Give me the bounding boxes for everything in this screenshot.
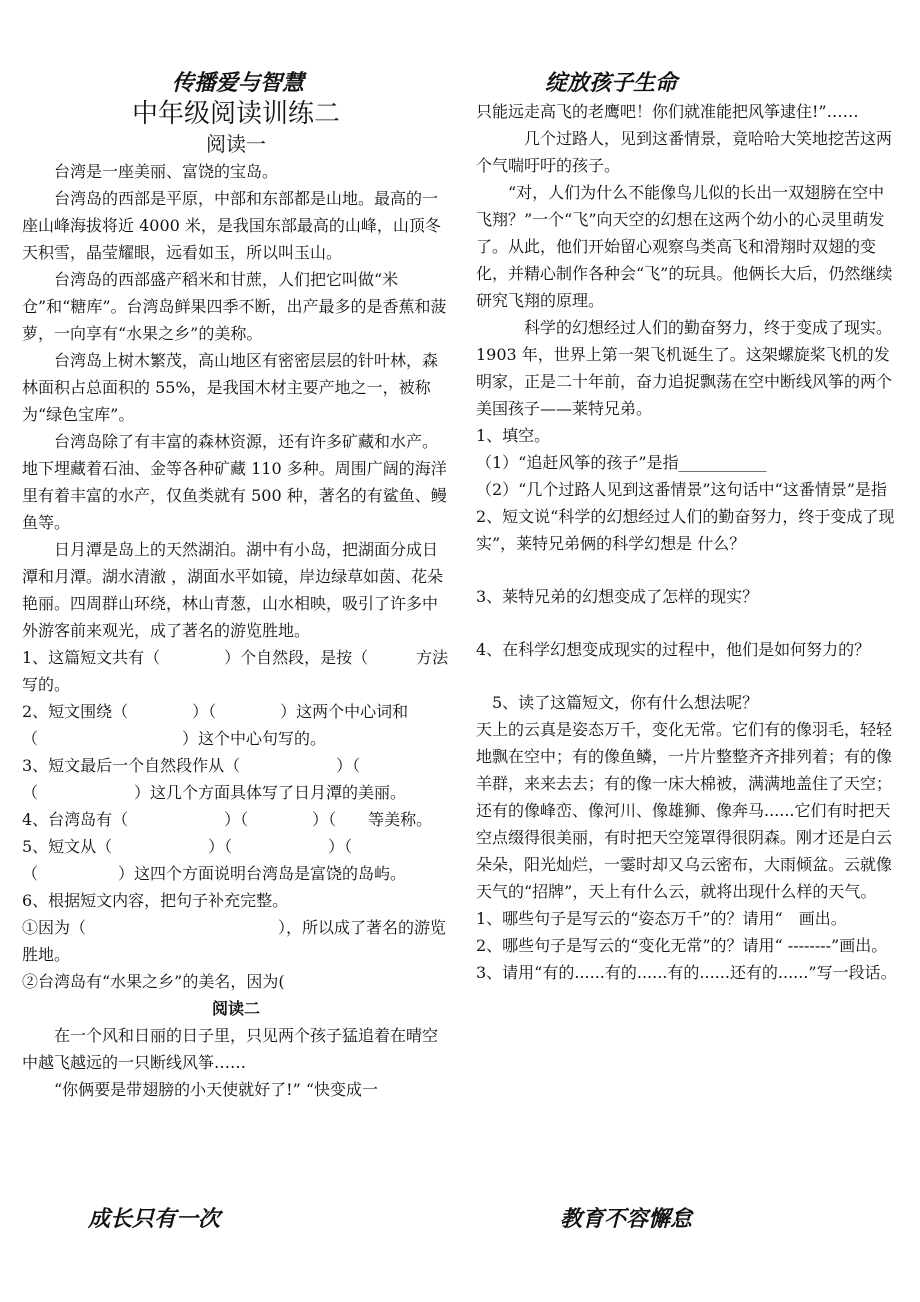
question-item: （1）“追赶风筝的孩子”是指___________ [476, 453, 767, 472]
passage1-paragraph: 台湾是一座美丽、富饶的宝岛。 [54, 162, 279, 181]
question-item: 1、填空。 [476, 426, 551, 445]
passage3-paragraph: 天上的云真是姿态万千，变化无常。它们有的像羽毛，轻轻地飘在空中；有的像鱼鳞，一片片整整齐齐排列着；有的像羊群，来来去去；有的像一床大棉被，满满地盖住了天空；还有的像峰峦、像河川、像雄狮、像奔马......它们有时把天空点缀得很美丽，有时把天空笼罩得很阴森。刚才还是白云朵朵，阳光灿烂，一霎时却又乌云密布，大雨倾盆。云就像天气的“招牌”，天上有什么云，就将出现什么样的天气。 [476, 720, 893, 901]
passage2-paragraph: 科学的幻想经过人们的勤奋努力，终于变成了现实。1903 年，世界上第一架飞机诞生了。这架螺旋桨飞机的发明家，正是二十年前，奋力追捉飘荡在空中断线风筝的两个美国孩子——莱特兄弟。 [476, 318, 893, 418]
question-item: 2、短文说“科学的幻想经过人们的勤奋努力，终于变成了现实”，莱特兄弟俩的科学幻想是 什么？ [476, 507, 895, 553]
question-item: 3、莱特兄弟的幻想变成了怎样的现实？ [476, 587, 759, 606]
passage1-paragraph: 台湾岛上树木繁茂，高山地区有密密层层的针叶林，森林面积占总面积的 55%，是我国木材主要产地之一，被称为“绿色宝库”。 [22, 351, 439, 424]
passage1-paragraph: 台湾岛除了有丰富的森林资源，还有许多矿藏和水产。地下埋藏着石油、金等各种矿藏 110 多种。周围广阔的海洋里有着丰富的水产，仅鱼类就有 500 种，著名的有鲨鱼、鳗鱼等。 [22, 432, 447, 532]
footer-slogan-left: 成长只有一次 [88, 1207, 221, 1232]
header-slogan-right: 绽放孩子生命 [545, 71, 678, 96]
question-item: 2、短文围绕（ ）（ ）这两个中心词和（ ）这个中心句写的。 [22, 702, 409, 748]
left-column [22, 98, 450, 1103]
passage2-paragraph: “你俩要是带翅膀的小天使就好了!” “快变成一 [54, 1080, 379, 1099]
passage1-paragraph: 台湾岛的西部盛产稻米和甘蔗，人们把它叫做“米仓”和“糖库”。台湾岛鲜果四季不断，出产最多的是香蕉和菠萝，一向享有“水果之乡”的美称。 [22, 270, 447, 343]
question-item: ①因为（ ），所以成了著名的游览胜地。 [22, 918, 447, 964]
question-item: 1、哪些句子是写云的“姿态万千”的？请用“ 画出。 [476, 909, 847, 928]
passage1-paragraph: 日月潭是岛上的天然湖泊。湖中有小岛，把湖面分成日潭和月潭。湖水清澈 ，湖面水平如镜，岸边绿草如茵、花朵艳丽。四周群山环绕，林山青葱，山水相映，吸引了许多中外游客前来观光，成了著名的游览胜地。 [22, 540, 444, 640]
question-item: 6、根据短文内容，把句子补充完整。 [22, 891, 289, 910]
passage2-paragraph: “对，人们为什么不能像鸟儿似的长出一双翅膀在空中飞翔？”一个“飞”向天空的幻想在这两个幼小的心灵里萌发了。从此，他们开始留心观察鸟类高飞和滑翔时双翅的变化，并精心制作各种会“飞”的玩具。他俩长大后，仍然继续研究飞翔的原理。 [476, 183, 893, 310]
question-item: ②台湾岛有“水果之乡”的美名，因为( [22, 972, 285, 991]
question-item: 1、这篇短文共有（ ）个自然段，是按（ 方法写的。 [22, 648, 449, 694]
reading2-heading: 阅读二 [211, 999, 260, 1018]
question-item: 5、短文从（ ）（ ）（ （ ）这四个方面说明台湾岛是富饶的岛屿。 [22, 837, 407, 883]
reading1-heading: 阅读一 [206, 132, 266, 156]
right-column [476, 98, 900, 986]
header-slogan-left: 传播爱与智慧 [172, 71, 305, 96]
passage2-paragraph: 只能远走高飞的老鹰吧！你们就准能把风筝逮住!”…… [476, 102, 859, 121]
page-title: 中年级阅读训练二 [131, 99, 340, 129]
footer-slogan-right: 教育不容懈怠 [560, 1207, 693, 1232]
question-item: 5、读了这篇短文，你有什么想法呢？ [492, 693, 759, 712]
passage2-paragraph: 几个过路人，见到这番情景，竟哈哈大笑地挖苦这两个气喘吁吁的孩子。 [476, 129, 893, 175]
question-item: 2、哪些句子是写云的“变化无常”的？请用“ --------”画出。 [476, 936, 888, 955]
passage2-paragraph: 在一个风和日丽的日子里，只见两个孩子猛追着在晴空中越飞越远的一只断线风筝…… [22, 1026, 439, 1072]
passage1-paragraph: 台湾岛的西部是平原，中部和东部都是山地。最高的一座山峰海拔将近 4000 米，是我国东部最高的山峰，山顶冬天积雪，晶莹耀眼，远看如玉，所以叫玉山。 [22, 189, 441, 262]
question-item: 4、台湾岛有（ ）（ ）（ 等美称。 [22, 810, 433, 829]
question-item: 4、在科学幻想变成现实的过程中，他们是如何努力的？ [476, 640, 871, 659]
question-item: 3、短文最后一个自然段作从（ ）（ （ ）这几个方面具体写了日月潭的美丽。 [22, 756, 407, 802]
question-item: （2）“几个过路人见到这番情景”这句话中“这番情景”是指 [476, 480, 887, 499]
question-item: 3、请用“有的......有的......有的......还有的......”写一段话。 [476, 963, 897, 982]
